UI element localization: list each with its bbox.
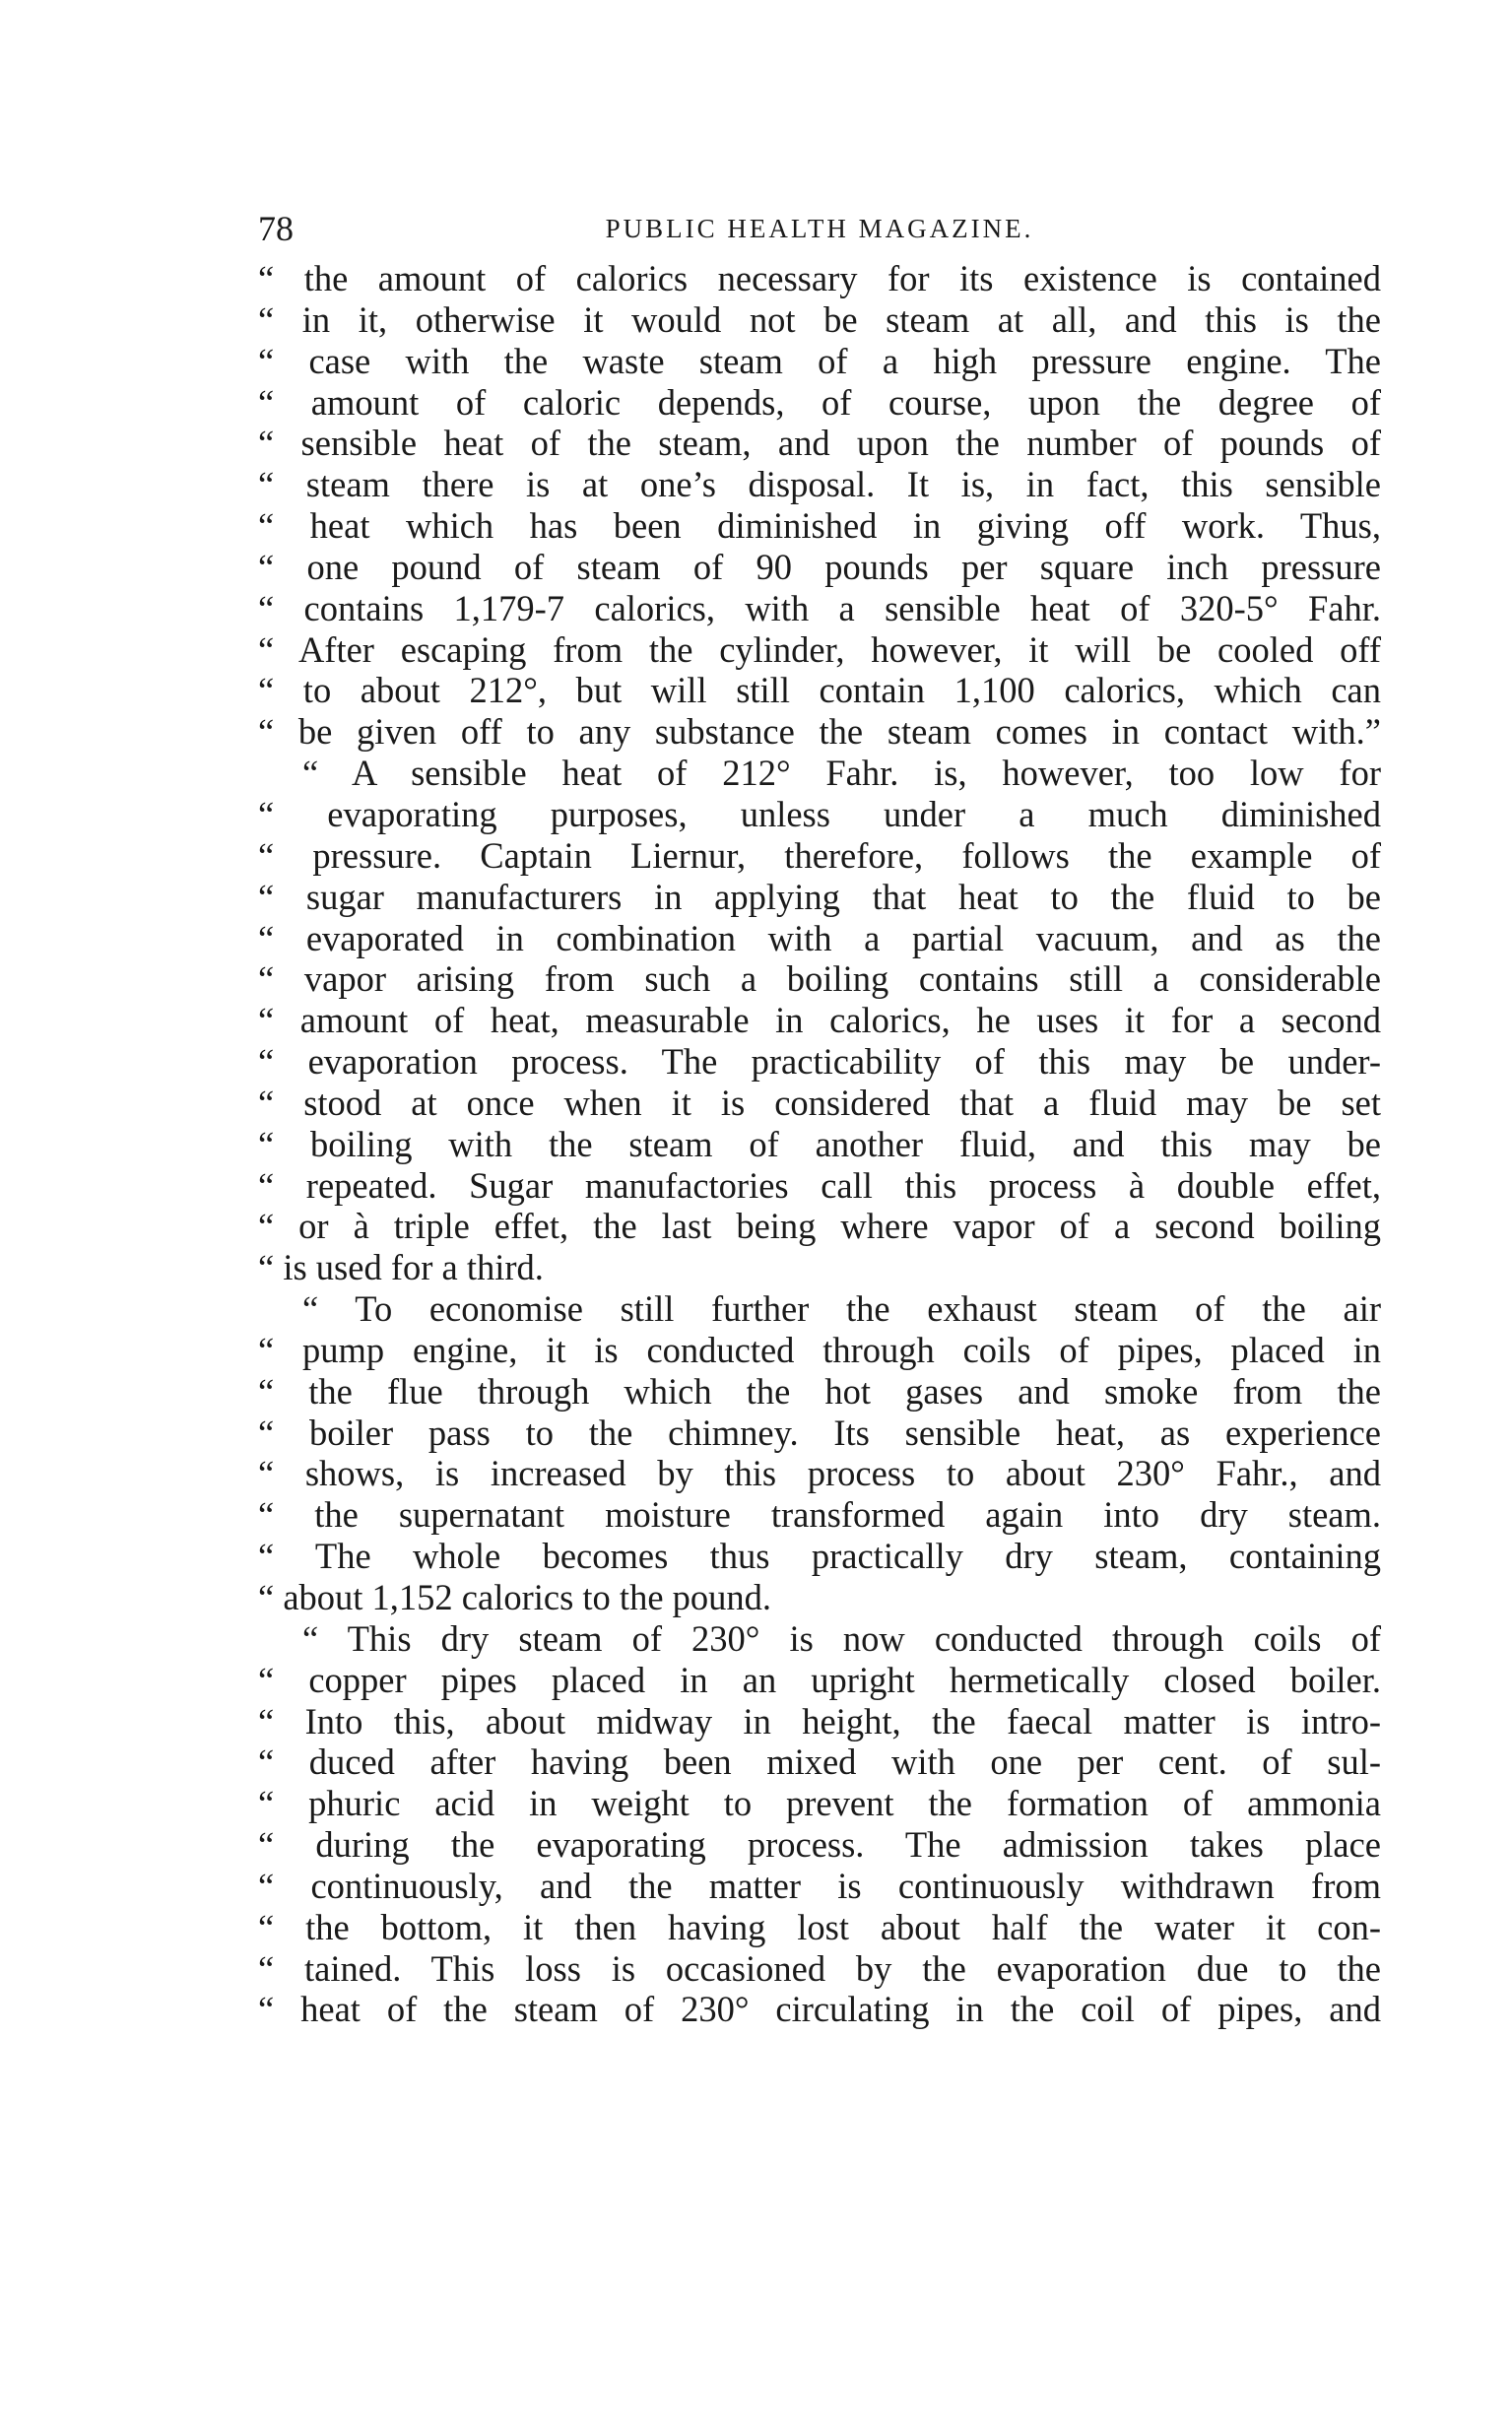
text-line: “ This dry steam of 230° is now conducted through coils of <box>302 1617 1381 1659</box>
text-line: “ sensible heat of the steam, and upon the number of pounds of <box>258 423 1381 464</box>
page-header <box>258 209 1381 248</box>
text-line: “ case with the waste steam of a high pressure engine. The <box>258 340 1381 381</box>
text-line: “ the bottom, it then having lost about half the water it con- <box>258 1906 1381 1947</box>
text-line: “ duced after having been mixed with one per cent. of sul- <box>258 1741 1381 1783</box>
text-line: “ stood at once when it is considered that a fluid may be set <box>258 1082 1381 1123</box>
text-line: “ the amount of calorics necessary for its existence is contained <box>258 258 1381 298</box>
text-line: “ or à triple effet, the last being where vapor of a second boiling <box>258 1206 1381 1247</box>
page-number: 78 <box>258 209 294 248</box>
text-line: “ evaporation process. The practicability of this may be under- <box>258 1041 1381 1083</box>
text-line: “ sugar manufacturers in applying that heat to the fluid to be <box>258 876 1381 917</box>
text-line: “ the flue through which the hot gases and smoke from the <box>258 1370 1381 1412</box>
text-line: “ copper pipes placed in an upright hermetically closed boiler. <box>258 1659 1381 1700</box>
text-line: “ evaporating purposes, unless under a much diminished <box>258 793 1381 834</box>
text-line: “ continuously, and the matter is continuously withdrawn from <box>258 1865 1381 1906</box>
text-body <box>258 258 1381 2030</box>
text-line: “ during the evaporating process. The admission takes place <box>258 1824 1381 1866</box>
text-line: “ Into this, about midway in height, the faecal matter is intro- <box>258 1700 1381 1741</box>
text-line: “ tained. This loss is occasioned by the evaporation due to the <box>258 1947 1381 1989</box>
running-title: PUBLIC HEALTH MAGAZINE. <box>605 214 1034 243</box>
text-line: “ to about 212°, but will still contain 1,100 calorics, which can <box>258 670 1381 711</box>
text-line: “ amount of caloric depends, of course, upon the degree of <box>258 381 1381 423</box>
text-line: “ To economise still further the exhaust steam of the air <box>302 1288 1381 1330</box>
text-line: “ be given off to any substance the steam comes in contact with.” <box>258 711 1381 753</box>
text-line: “ amount of heat, measurable in calorics, he uses it for a second <box>258 1000 1381 1041</box>
text-line: “ about 1,152 calorics to the pound. <box>258 1577 772 1617</box>
text-line: “ repeated. Sugar manufactories call this process à double effet, <box>258 1164 1381 1206</box>
text-line: “ heat which has been diminished in giving off work. Thus, <box>258 505 1381 547</box>
text-line: “ boiler pass to the chimney. Its sensible heat, as experience <box>258 1412 1381 1453</box>
text-line: “ The whole becomes thus practically dry steam, containing <box>258 1536 1381 1577</box>
text-line: “ is used for a third. <box>258 1247 544 1288</box>
text-line: “ evaporated in combination with a partial vacuum, and as the <box>258 917 1381 958</box>
text-line: “ After escaping from the cylinder, however, it will be cooled off <box>258 628 1381 670</box>
text-line: “ phuric acid in weight to prevent the formation of ammonia <box>258 1783 1381 1824</box>
text-line: “ pressure. Captain Liernur, therefore, follows the example of <box>258 834 1381 876</box>
text-line: “ A sensible heat of 212° Fahr. is, however, too low for <box>302 753 1381 794</box>
text-line: “ the supernatant moisture transformed again into dry steam. <box>258 1494 1381 1536</box>
text-line: “ one pound of steam of 90 pounds per square inch pressure <box>258 546 1381 587</box>
text-line: “ in it, otherwise it would not be steam at all, and this is the <box>258 298 1381 340</box>
text-line: “ contains 1,179-7 calorics, with a sensible heat of 320-5° Fahr. <box>258 587 1381 628</box>
text-line: “ vapor arising from such a boiling contains still a considerable <box>258 958 1381 1000</box>
text-line: “ steam there is at one’s disposal. It is, in fact, this sensible <box>258 464 1381 505</box>
text-line: “ boiling with the steam of another fluid, and this may be <box>258 1123 1381 1164</box>
text-line: “ pump engine, it is conducted through coils of pipes, placed in <box>258 1329 1381 1370</box>
text-line: “ heat of the steam of 230° circulating in the coil of pipes, and <box>258 1989 1381 2030</box>
text-line: “ shows, is increased by this process to about 230° Fahr., and <box>258 1453 1381 1494</box>
